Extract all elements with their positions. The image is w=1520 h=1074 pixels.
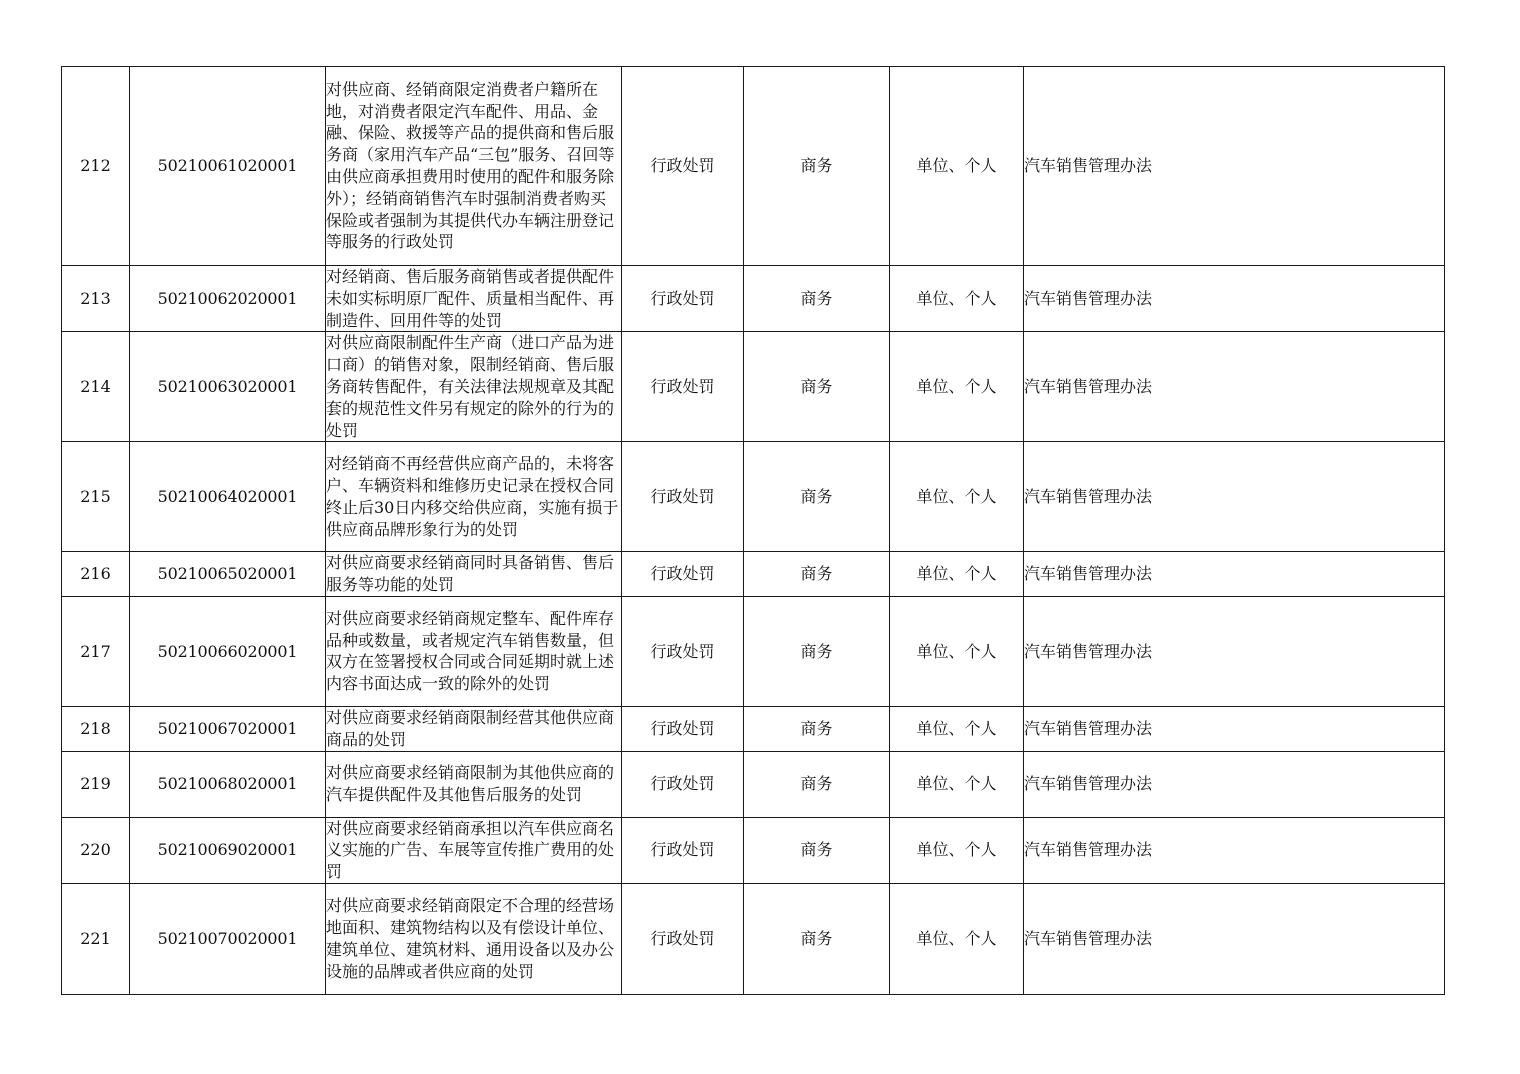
table-row — [62, 442, 1445, 552]
row-number: 219 — [62, 751, 130, 817]
item-code: 50210068020001 — [130, 751, 326, 817]
item-subject: 单位、个人 — [890, 817, 1024, 883]
item-legal-basis: 汽车销售管理办法 — [1024, 706, 1445, 751]
table-row — [62, 883, 1445, 994]
item-subject: 单位、个人 — [890, 552, 1024, 597]
item-code: 50210066020001 — [130, 596, 326, 706]
item-legal-basis: 汽车销售管理办法 — [1024, 751, 1445, 817]
table-row — [62, 751, 1445, 817]
item-code: 50210065020001 — [130, 552, 326, 597]
table-row — [62, 332, 1445, 442]
item-description: 对供应商要求经销商承担以汽车供应商名义实施的广告、车展等宣传推广费用的处罚 — [326, 817, 622, 883]
item-department: 商务 — [744, 266, 890, 332]
item-type: 行政处罚 — [622, 817, 744, 883]
item-department: 商务 — [744, 442, 890, 552]
item-department: 商务 — [744, 706, 890, 751]
item-legal-basis: 汽车销售管理办法 — [1024, 332, 1445, 442]
row-number: 213 — [62, 266, 130, 332]
item-subject: 单位、个人 — [890, 596, 1024, 706]
item-department: 商务 — [744, 751, 890, 817]
item-subject: 单位、个人 — [890, 332, 1024, 442]
item-code: 50210070020001 — [130, 883, 326, 994]
item-legal-basis: 汽车销售管理办法 — [1024, 596, 1445, 706]
item-description: 对供应商要求经销商限定不合理的经营场地面积、建筑物结构以及有偿设计单位、建筑单位、建筑材料、通用设备以及办公设施的品牌或者供应商的处罚 — [326, 883, 622, 994]
table-row — [62, 67, 1445, 266]
row-number: 218 — [62, 706, 130, 751]
item-description: 对供应商要求经销商同时具备销售、售后服务等功能的处罚 — [326, 552, 622, 597]
item-description: 对经销商不再经营供应商产品的，未将客户、车辆资料和维修历史记录在授权合同终止后30日内移交给供应商，实施有损于供应商品牌形象行为的处罚 — [326, 442, 622, 552]
item-type: 行政处罚 — [622, 596, 744, 706]
row-number: 215 — [62, 442, 130, 552]
item-type: 行政处罚 — [622, 883, 744, 994]
item-type: 行政处罚 — [622, 552, 744, 597]
table-row — [62, 266, 1445, 332]
table-row — [62, 596, 1445, 706]
item-code: 50210063020001 — [130, 332, 326, 442]
row-number: 212 — [62, 67, 130, 266]
row-number: 217 — [62, 596, 130, 706]
item-legal-basis: 汽车销售管理办法 — [1024, 817, 1445, 883]
item-type: 行政处罚 — [622, 442, 744, 552]
item-description: 对供应商、经销商限定消费者户籍所在地，对消费者限定汽车配件、用品、金融、保险、救援等产品的提供商和售后服务商（家用汽车产品“三包”服务、召回等由供应商承担费用时使用的配件和服务除外）；经销商销售汽车时强制消费者购买保险或者强制为其提供代办车辆注册登记等服务的行政处罚 — [326, 67, 622, 266]
item-description: 对供应商限制配件生产商（进口产品为进口商）的销售对象，限制经销商、售后服务商转售配件，有关法律法规规章及其配套的规范性文件另有规定的除外的行为的处罚 — [326, 332, 622, 442]
item-code: 50210067020001 — [130, 706, 326, 751]
item-department: 商务 — [744, 552, 890, 597]
item-description: 对经销商、售后服务商销售或者提供配件未如实标明原厂配件、质量相当配件、再制造件、回用件等的处罚 — [326, 266, 622, 332]
item-subject: 单位、个人 — [890, 442, 1024, 552]
row-number: 221 — [62, 883, 130, 994]
item-subject: 单位、个人 — [890, 706, 1024, 751]
item-description: 对供应商要求经销商限制为其他供应商的汽车提供配件及其他售后服务的处罚 — [326, 751, 622, 817]
item-department: 商务 — [744, 817, 890, 883]
item-legal-basis: 汽车销售管理办法 — [1024, 266, 1445, 332]
item-department: 商务 — [744, 67, 890, 266]
item-type: 行政处罚 — [622, 332, 744, 442]
item-subject: 单位、个人 — [890, 266, 1024, 332]
item-department: 商务 — [744, 883, 890, 994]
item-code: 50210061020001 — [130, 67, 326, 266]
item-department: 商务 — [744, 596, 890, 706]
item-legal-basis: 汽车销售管理办法 — [1024, 442, 1445, 552]
row-number: 214 — [62, 332, 130, 442]
item-department: 商务 — [744, 332, 890, 442]
item-code: 50210062020001 — [130, 266, 326, 332]
item-description: 对供应商要求经销商限制经营其他供应商商品的处罚 — [326, 706, 622, 751]
table-row — [62, 817, 1445, 883]
item-code: 50210069020001 — [130, 817, 326, 883]
item-type: 行政处罚 — [622, 706, 744, 751]
row-number: 216 — [62, 552, 130, 597]
item-subject: 单位、个人 — [890, 751, 1024, 817]
item-legal-basis: 汽车销售管理办法 — [1024, 67, 1445, 266]
penalty-table — [61, 66, 1445, 995]
table-row — [62, 706, 1445, 751]
item-type: 行政处罚 — [622, 751, 744, 817]
item-subject: 单位、个人 — [890, 67, 1024, 266]
item-legal-basis: 汽车销售管理办法 — [1024, 552, 1445, 597]
item-legal-basis: 汽车销售管理办法 — [1024, 883, 1445, 994]
item-type: 行政处罚 — [622, 266, 744, 332]
item-type: 行政处罚 — [622, 67, 744, 266]
item-subject: 单位、个人 — [890, 883, 1024, 994]
item-description: 对供应商要求经销商规定整车、配件库存品种或数量，或者规定汽车销售数量，但双方在签署授权合同或合同延期时就上述内容书面达成一致的除外的处罚 — [326, 596, 622, 706]
item-code: 50210064020001 — [130, 442, 326, 552]
table-row — [62, 552, 1445, 597]
row-number: 220 — [62, 817, 130, 883]
